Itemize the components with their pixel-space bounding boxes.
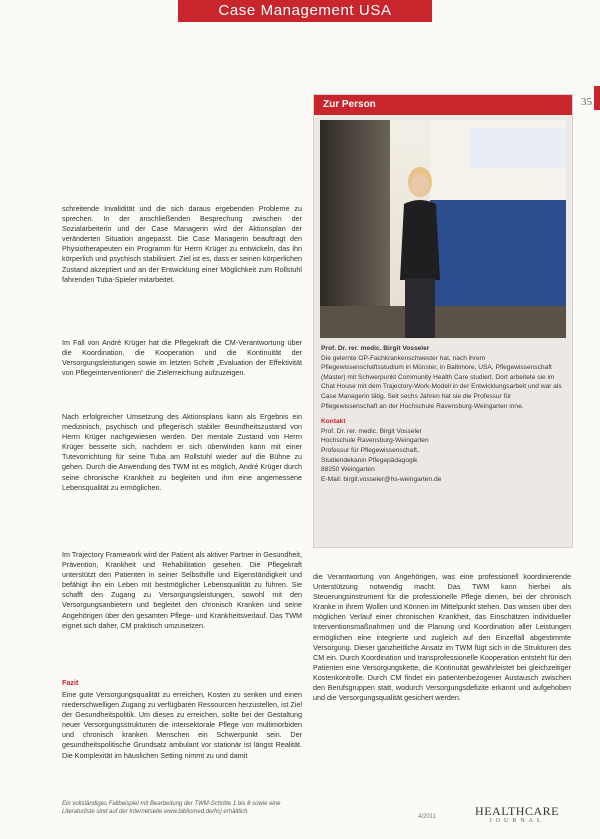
- body-paragraph: Eine gute Versorgungsqualität zu erreichen, Kosten zu senken und einen niederschwelligen Zugang zu verfügbaren Ressourcen herzustellen, ist Ziel der Gesundheitspolitik. Um dieses zu erreichen, sollte bei der Gestaltung neuer Versorgungsstrukturen die intersektorale Pflege von multimorbiden und chronisch kranken Menschen ein Schwerpunkt sein. Der gesundheitspolitische Grundsatz ambulant vor stationär ist längst Realität. Die Komplexität im häuslichen Setting nimmt zu und damit: [62, 690, 302, 760]
- contact-line: Studiendekanin Pflegepädagogik: [321, 456, 418, 464]
- box-heading: Zur Person: [314, 95, 572, 115]
- photo-banner: [470, 128, 566, 168]
- caption-name: Prof. Dr. rer. medic. Birgit Vosseler: [321, 345, 430, 352]
- contact-block: [314, 411, 572, 484]
- person-info-box: [313, 94, 573, 548]
- side-tab-marker: [594, 86, 600, 110]
- photo-blue-panel: [430, 200, 566, 310]
- contact-email[interactable]: E-Mail: birgit.vosseler@hs-weingarten.de: [321, 475, 442, 483]
- journal-logo: [460, 805, 574, 825]
- contact-heading: Kontakt: [321, 418, 346, 426]
- caption-text: Die gelernte OP-Fachkrankenschwester hat, nach ihrem Pflegewissenschaftsstudium in Münster, in Baltimore, USA, Pflegewissenschaft (Master) mit Schwerpunkt Community Health Care studiert. Dort arbeitete sie im Chat House mit dem Trajectory-Work-Modell in der Entwicklungsarbeit und war als Case Managerin tätig. Seit sechs Jahren hat sie die Professur für Pflegewissenschaft an der Hochschule Ravensburg-Weingarten inne.: [321, 354, 562, 410]
- portrait-photo: [320, 120, 566, 338]
- body-paragraph: die Verantwortung von Angehörigen, was eine professionell koordinierende Unterstützung notwendig macht. Das TWM kann hierbei als Steuerungsinstrument für die professionelle Pflege dienen, bei der chronisch Kranke in ihrem Wollen und Können im Mittelpunkt stehen. Das wissen über den möglichen Verlauf einer chronischen Krankheit, das Einschätzen individueller Interventionsmaßnahmen und die Planung und Koordination aller Leistungen ermöglichen eine integrierte und zugleich auf den Einzelfall abgestimmte Versorgung. Dieser ganzheitliche Ansatz im TWM fügt sich in die Strukturen des CM ein. Durch Koordination und transprofessionelle Kooperation entsteht für den Patienten eine Versorgungskette, die Kontinuität gewährleistet bei gleichzeitiger Kostenkontrolle. Durch CM findet ein patientenbezogener Austausch zwischen den Berufsgruppen statt, wodurch Versorgungsdefizite erkannt und aufgehoben und die Versorgungsqualität gesichert werden.: [313, 572, 571, 703]
- person-figure: [394, 160, 446, 338]
- logo-line2: JOURNAL: [489, 818, 545, 824]
- contact-line: Prof. Dr. rer. medic. Birgit Vosseler: [321, 427, 422, 435]
- page-number: 35: [581, 96, 592, 108]
- footnote: Ein vollständiges Fallbeispiel mit Bearbeitung der TWM-Schritte 1 bis 8 sowie eine Literaturliste sind auf der Internetseite www.bibliomed.de/hcj erhältlich.: [62, 801, 281, 816]
- logo-line1: HEALTHCARE: [475, 804, 559, 818]
- contact-line: Professur für Pflegewissenschaft,: [321, 446, 419, 454]
- contact-line: 88250 Weingarten: [321, 466, 375, 474]
- issue-number: 4/2011: [418, 814, 436, 820]
- body-paragraph: Nach erfolgreicher Umsetzung des Aktionsplans kann als Ergebnis ein medizinisch, psychisch und pflegerisch stabiler Beundheitszustand von Herrn Krüger nachgewiesen werden. Der mentale Zustand von Herrn Krüger besserte sich, nachdem er sich überwinden kann mit einer Tutevorrichtung für seine Tuba am Rollstuhl wieder auf die Bühne zu gehen. Durch die Anwendung des TWM ist es möglich, André Krüger durch seine chronische Krankheit zu begleiten und ihm eine angemessene Lebensqualität zu ermöglichen.: [62, 412, 302, 492]
- section-header: Case Management USA: [178, 0, 432, 22]
- fazit-heading: Fazit: [62, 678, 79, 687]
- contact-line: Hochschule Ravensburg-Weingarten: [321, 437, 429, 445]
- body-paragraph: Im Fall von André Krüger hat die Pflegekraft die CM-Verantwortung über die Koordination, die Kooperation und die Kontinuität der Versorgungsleistungen sowie im letzten Schritt „Evaluation der Effektivität von Pflegeinterventionen“ die Zielerreichung aufzuzeigen.: [62, 338, 302, 378]
- photo-caption: [314, 338, 572, 411]
- body-paragraph: Im Trajectory Framework wird der Patient als aktiver Partner in Gesundheit, Prävention, Krankheit und Rehabilitation gesehen. Die Pflegekraft unterstützt den Patienten in seiner Selbsthilfe und Eigenständigkeit und befähigt ihn ein Leben mit bestmöglicher Lebensqualität zu führen. Sie schafft den Zugang zu Versorgungsleistungen, sowohl mit den Versorgungsanbietern und begleitet den chronisch Kranken und seine Angehörigen über den gesamten Pflege- und Krankheitsverlauf. Das TWM eignet sich daher, CM praktisch umzusetzen.: [62, 550, 302, 630]
- body-paragraph: schreitende Invalidität und die sich daraus ergebenden Probleme zu sprechen. In der anschließenden Besprechung zwischen der Sozialarbeiterin und der Case Managerin wird der Aktionsplan der veränderten Situation angepasst. Die Case Managerin beauftragt den Physiotherapeuten ein Programm für Herrn Krüger zu entwickeln, das ihn körperlich und psychisch stabilisiert. Ziel ist es, dass er seinen körperlichen Zustand akzeptiert und an der Entwicklung einer Möglichkeit zum Rollstuhl fahrenden Tuba-Spieler mitarbeitet.: [62, 204, 302, 284]
